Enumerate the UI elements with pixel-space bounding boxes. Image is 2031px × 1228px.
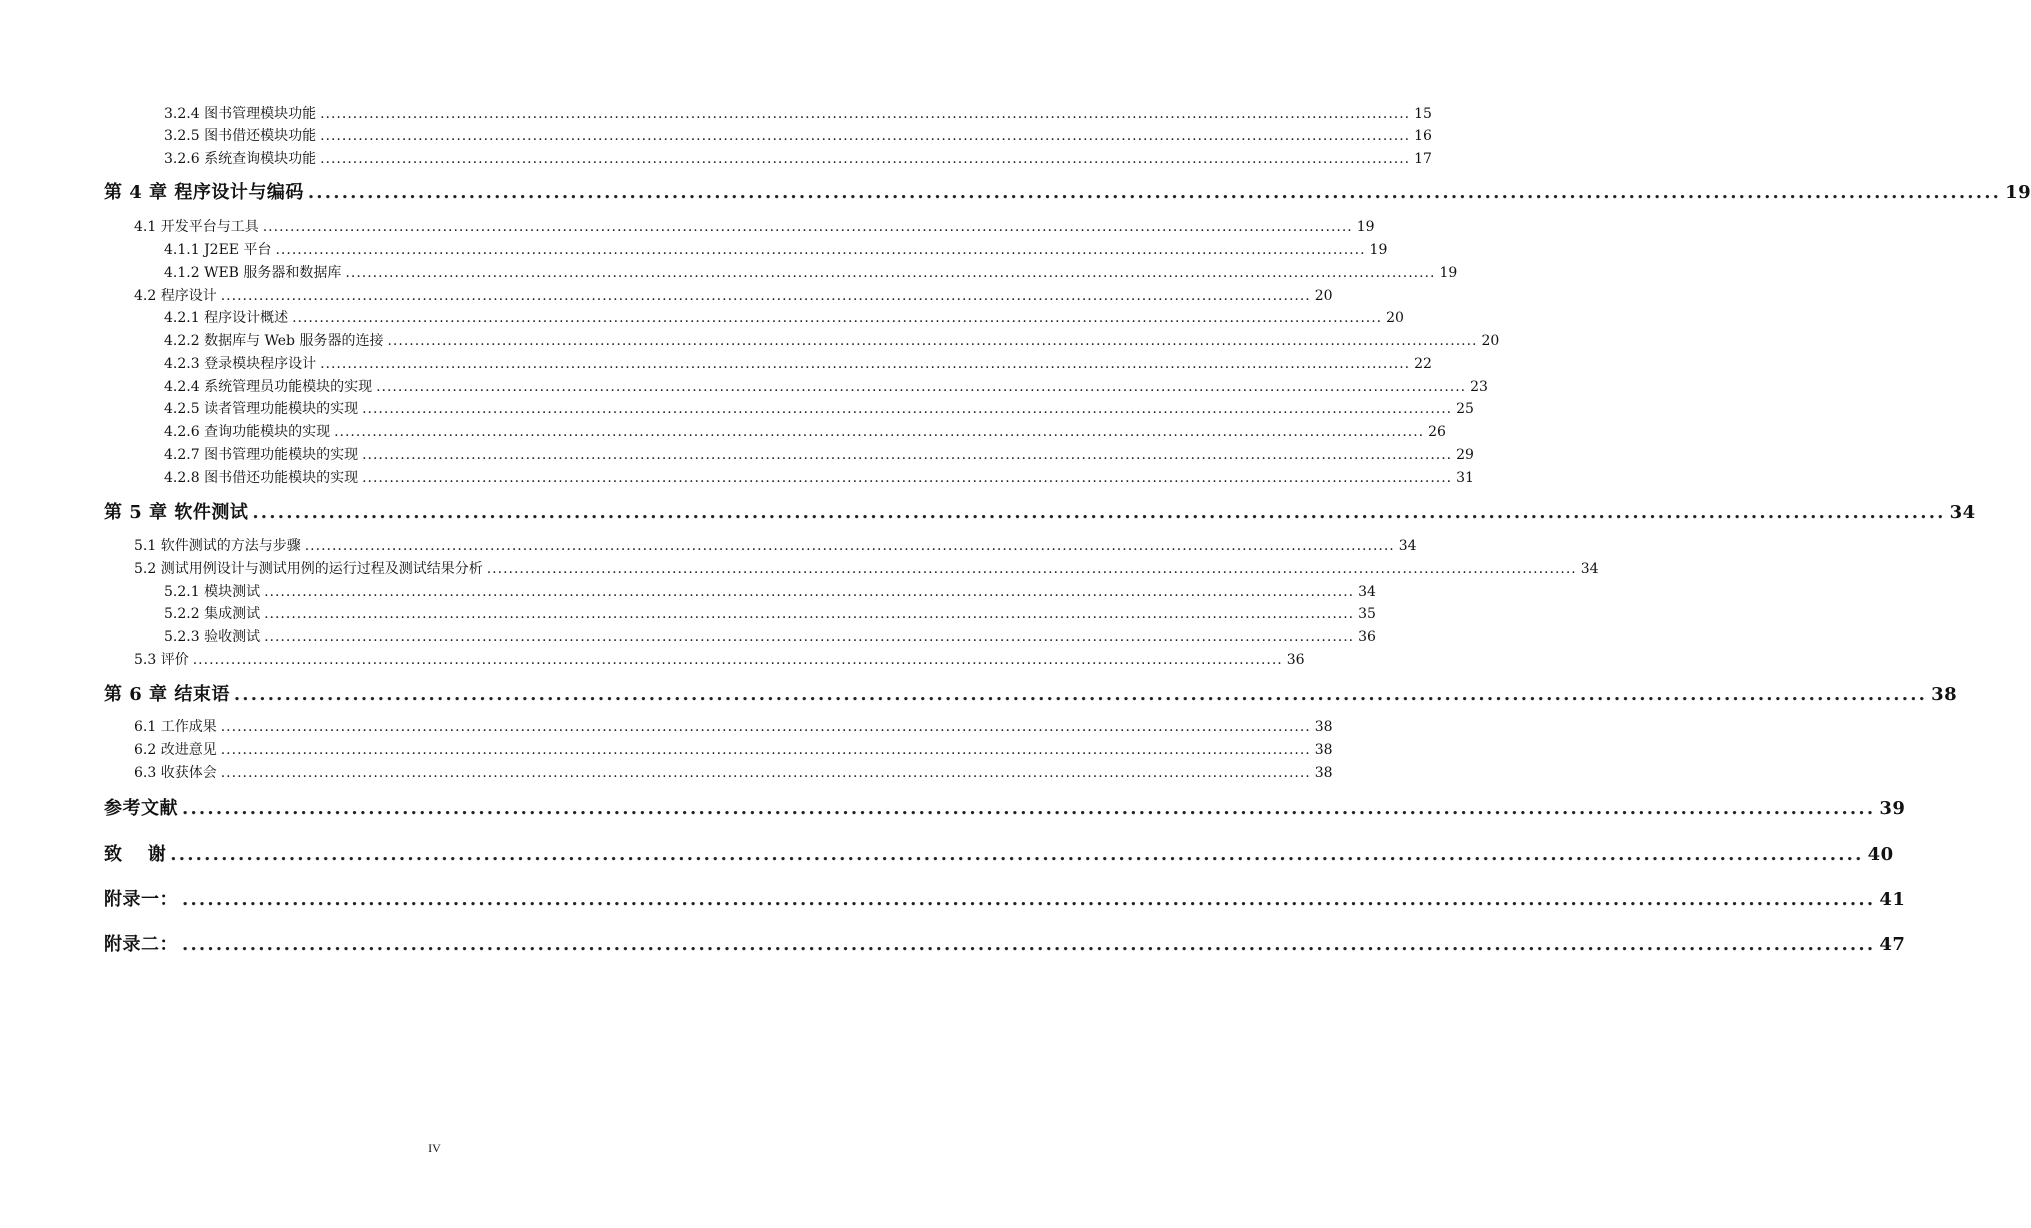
toc-entry-page: 39 [1879, 798, 1906, 819]
toc-entry-title: 5.2.3 验收测试 [164, 629, 261, 645]
toc-entry-title: 4.2.6 查询功能模块的实现 [164, 424, 331, 440]
toc-entry-page: 38 [1314, 765, 1333, 781]
toc-entry-title: 参考文献 [104, 798, 178, 819]
toc-entry-title: 第 6 章 结束语 [104, 684, 230, 705]
toc-entry-page: 19 [1356, 219, 1375, 235]
toc-entry-page: 38 [1314, 742, 1333, 758]
page-number-footer: IV [428, 1141, 441, 1155]
toc-entry[interactable] [164, 447, 1474, 463]
toc-entry-page: 34 [1949, 502, 1976, 523]
toc-entry-page: 47 [1879, 934, 1906, 955]
toc-entry[interactable] [164, 584, 1376, 600]
toc-entry-page: 19 [2005, 182, 2031, 203]
toc-leader-dots: ........................................................................................................................................................................................................ [220, 742, 1311, 758]
toc-entry-page: 29 [1456, 447, 1474, 463]
toc-leader-dots: ........................................................................................................................................................................................................ [252, 502, 1946, 523]
toc-leader-dots: ........................................................................................................................................................................................................ [220, 719, 1311, 735]
toc-entry-title: 第 5 章 软件测试 [104, 502, 249, 523]
toc-leader-dots: ........................................................................................................................................................................................................ [320, 356, 1411, 372]
toc-entry-page: 31 [1456, 470, 1474, 486]
toc-entry-title: 4.1.1 J2EE 平台 [164, 242, 272, 258]
toc-leader-dots: ........................................................................................................................................................................................................ [170, 844, 1864, 865]
toc-entry[interactable] [164, 106, 1432, 122]
toc-leader-dots: ........................................................................................................................................................................................................ [376, 379, 1467, 395]
toc-entry-page: 22 [1414, 356, 1432, 372]
toc-entry-title: 第 4 章 程序设计与编码 [104, 182, 304, 203]
toc-entry-page: 38 [1314, 719, 1333, 735]
toc-entry[interactable] [104, 182, 2031, 203]
toc-entry-page: 35 [1358, 606, 1376, 622]
toc-entry-title: 3.2.4 图书管理模块功能 [164, 106, 317, 122]
toc-entry-title: 5.3 评价 [134, 652, 189, 668]
toc-leader-dots: ........................................................................................................................................................................................................ [182, 934, 1876, 955]
toc-entry-title: 5.1 软件测试的方法与步骤 [134, 538, 301, 554]
toc-entry[interactable] [164, 333, 1500, 349]
toc-leader-dots: ........................................................................................................................................................................................................ [362, 447, 1453, 463]
toc-entry[interactable] [164, 401, 1474, 417]
toc-entry-title: 4.1.2 WEB 服务器和数据库 [164, 265, 342, 281]
toc-leader-dots: ........................................................................................................................................................................................................ [220, 765, 1311, 781]
toc-entry[interactable] [164, 629, 1376, 645]
toc-leader-dots: ........................................................................................................................................................................................................ [304, 538, 1395, 554]
toc-entry[interactable] [164, 356, 1432, 372]
toc-entry-page: 36 [1286, 652, 1305, 668]
toc-entry[interactable] [134, 765, 1333, 781]
toc-entry[interactable] [164, 265, 1458, 281]
toc-entry-page: 20 [1386, 310, 1404, 326]
toc-entry-title: 3.2.6 系统查询模块功能 [164, 151, 317, 167]
toc-entry-title: 4.2.1 程序设计概述 [164, 310, 289, 326]
toc-entry-title: 5.2 测试用例设计与测试用例的运行过程及测试结果分析 [134, 561, 483, 577]
toc-entry[interactable] [164, 310, 1404, 326]
toc-leader-dots: ........................................................................................................................................................................................................ [264, 606, 1355, 622]
toc-entry-page: 20 [1314, 288, 1333, 304]
toc-entry-page: 40 [1867, 844, 1894, 865]
toc-entry-page: 17 [1414, 151, 1432, 167]
toc-entry-page: 36 [1358, 629, 1376, 645]
toc-leader-dots: ........................................................................................................................................................................................................ [220, 288, 1311, 304]
toc-leader-dots: ........................................................................................................................................................................................................ [192, 652, 1283, 668]
toc-entry-page: 26 [1428, 424, 1446, 440]
toc-entry-page: 34 [1358, 584, 1376, 600]
toc-leader-dots: ........................................................................................................................................................................................................ [320, 106, 1411, 122]
toc-entry-page: 16 [1414, 128, 1432, 144]
toc-entry[interactable] [104, 934, 1906, 955]
toc-entry-title: 6.1 工作成果 [134, 719, 217, 735]
toc-entry-page: 34 [1398, 538, 1417, 554]
toc-entry[interactable] [104, 798, 1906, 819]
toc-leader-dots: ........................................................................................................................................................................................................ [362, 401, 1453, 417]
toc-entry-page: 19 [1369, 242, 1388, 258]
toc-leader-dots: ........................................................................................................................................................................................................ [320, 151, 1411, 167]
toc-leader-dots: ........................................................................................................................................................................................................ [334, 424, 1425, 440]
toc-entry[interactable] [164, 606, 1376, 622]
toc-leader-dots: ........................................................................................................................................................................................................ [262, 219, 1353, 235]
toc-entry[interactable] [104, 889, 1906, 910]
toc-leader-dots: ........................................................................................................................................................................................................ [320, 128, 1411, 144]
toc-entry[interactable] [164, 128, 1432, 144]
toc-entry[interactable] [134, 561, 1599, 577]
toc-leader-dots: ........................................................................................................................................................................................................ [182, 798, 1876, 819]
toc-leader-dots: ........................................................................................................................................................................................................ [345, 265, 1436, 281]
toc-leader-dots: ........................................................................................................................................................................................................ [233, 684, 1928, 705]
toc-leader-dots: ........................................................................................................................................................................................................ [362, 470, 1453, 486]
toc-leader-dots: ........................................................................................................................................................................................................ [292, 310, 1383, 326]
toc-entry-title: 4.2.2 数据库与 Web 服务器的连接 [164, 333, 384, 349]
toc-entry[interactable] [134, 742, 1333, 758]
toc-leader-dots: ........................................................................................................................................................................................................ [264, 584, 1355, 600]
toc-entry-title: 3.2.5 图书借还模块功能 [164, 128, 317, 144]
toc-leader-dots: ........................................................................................................................................................................................................ [387, 333, 1478, 349]
toc-entry[interactable] [164, 470, 1474, 486]
toc-entry[interactable] [134, 719, 1333, 735]
toc-entry-title: 4.2.4 系统管理员功能模块的实现 [164, 379, 373, 395]
toc-entry-title: 4.1 开发平台与工具 [134, 219, 259, 235]
toc-entry-page: 23 [1470, 379, 1488, 395]
toc-entry-title: 6.2 改进意见 [134, 742, 217, 758]
toc-entry[interactable] [134, 538, 1417, 554]
toc-entry-title: 5.2.1 模块测试 [164, 584, 261, 600]
toc-entry-page: 38 [1931, 684, 1958, 705]
toc-entry-title: 4.2 程序设计 [134, 288, 217, 304]
toc-entry-page: 25 [1456, 401, 1474, 417]
toc-leader-dots: ........................................................................................................................................................................................................ [307, 182, 2002, 203]
toc-leader-dots: ........................................................................................................................................................................................................ [264, 629, 1355, 645]
toc-entry-page: 19 [1439, 265, 1458, 281]
toc-entry-title: 致 谢 [104, 844, 167, 865]
toc-entry-title: 4.2.8 图书借还功能模块的实现 [164, 470, 359, 486]
toc-entry-title: 附录二： [104, 934, 178, 955]
toc-entry-title: 5.2.2 集成测试 [164, 606, 261, 622]
toc-entry-page: 34 [1580, 561, 1599, 577]
toc-entry[interactable] [134, 288, 1333, 304]
toc-leader-dots: ........................................................................................................................................................................................................ [182, 889, 1876, 910]
toc-entry[interactable] [104, 684, 1958, 705]
toc-entry[interactable] [104, 502, 1976, 523]
toc-entry-page: 20 [1481, 333, 1500, 349]
toc-entry-title: 附录一： [104, 889, 178, 910]
toc-entry[interactable] [164, 242, 1388, 258]
toc-leader-dots: ........................................................................................................................................................................................................ [275, 242, 1366, 258]
toc-entry[interactable] [134, 652, 1305, 668]
toc-entry-title: 6.3 收获体会 [134, 765, 217, 781]
toc-entry[interactable] [104, 844, 1894, 865]
toc-entry-page: 41 [1879, 889, 1906, 910]
toc-entry[interactable] [164, 424, 1446, 440]
toc-leader-dots: ........................................................................................................................................................................................................ [486, 561, 1577, 577]
toc-entry[interactable] [134, 219, 1375, 235]
toc-entry-page: 15 [1414, 106, 1432, 122]
toc-entry[interactable] [164, 379, 1488, 395]
toc-entry-title: 4.2.3 登录模块程序设计 [164, 356, 317, 372]
toc-entry[interactable] [164, 151, 1432, 167]
toc-entry-title: 4.2.5 读者管理功能模块的实现 [164, 401, 359, 417]
toc-entry-title: 4.2.7 图书管理功能模块的实现 [164, 447, 359, 463]
